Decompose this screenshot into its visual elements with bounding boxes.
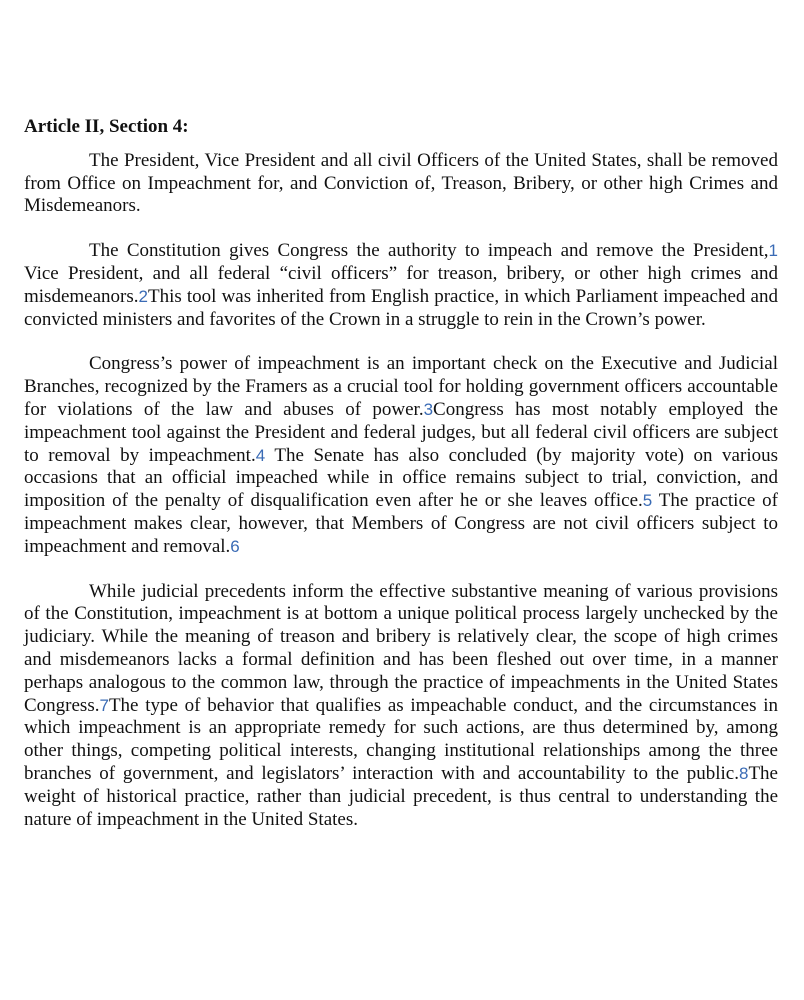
footnote-link-8[interactable]: 8 bbox=[738, 763, 749, 783]
document-page bbox=[24, 116, 778, 853]
footnote-link-1[interactable]: 1 bbox=[768, 241, 778, 261]
section-heading: Article II, Section 4: bbox=[24, 116, 189, 137]
footnote-link-3[interactable]: 3 bbox=[423, 399, 434, 419]
footnote-link-6[interactable]: 6 bbox=[230, 536, 240, 556]
footnote-link-7[interactable]: 7 bbox=[99, 695, 109, 715]
paragraph-text: The weight of historical practice, rather than judicial precedent, is thus central to understanding the nature of impeachment in the United States. bbox=[24, 762, 778, 830]
footnote-link-4[interactable]: 4 bbox=[255, 445, 266, 465]
paragraph-check bbox=[24, 353, 778, 558]
paragraph-text: The Senate has also concluded (by majority vote) on various occasions that an official impeached while in office remains subject to trial, conviction, and imposition of the penalty of disqualification even after he or she leaves office. bbox=[24, 444, 778, 512]
footnote-link-5[interactable]: 5 bbox=[642, 491, 653, 511]
paragraph-text: The Constitution gives Congress the authority to impeach and remove the President, bbox=[89, 240, 769, 262]
paragraph-text: The practice of impeachment makes clear, however, that Members of Congress are not civil officers subject to impeachment and removal. bbox=[24, 490, 779, 557]
paragraph-text: Vice President, and all federal “civil officers” for treason, bribery, or other high crimes and misdemeanors. bbox=[24, 262, 778, 307]
paragraph-text: Congress’s power of impeachment is an important check on the Executive and Judicial Branches, recognized by the Framers as a crucial tool for holding government officers accountable for violations of the law and abuses of power. bbox=[24, 353, 778, 420]
footnote-link-2[interactable]: 2 bbox=[138, 286, 148, 306]
paragraph-text: Congress has most notably employed the impeachment tool against the President and federal judges, but all federal civil officers are subject to removal by impeachment. bbox=[24, 398, 778, 466]
paragraph-text: This tool was inherited from English practice, in which Parliament impeached and convicted ministers and favorites of the Crown in a struggle to rein in the Crown’s power. bbox=[24, 285, 778, 330]
paragraph-text: The type of behavior that qualifies as impeachable conduct, and the circumstances in which impeachment is an appropriate remedy for such actions, are thus determined by, among other things, competing political interests, changing institutional relationships among the three branches of government, and legislators’ interaction with and accountability to the public. bbox=[24, 694, 778, 784]
paragraph-authority bbox=[24, 240, 778, 331]
paragraph-text: While judicial precedents inform the effective substantive meaning of various provisions of the Constitution, impeachment is at bottom a unique political process largely unchecked by the judiciary. While the meaning of treason and bribery is relatively clear, the scope of high crimes and misdemeanors lacks a formal definition and has been fleshed out over time, in a manner perhaps analogous to the common law, through the practice of impeachments in the United States Congress. bbox=[24, 580, 778, 716]
paragraph-political-process bbox=[24, 581, 778, 832]
constitutional-clause: The President, Vice President and all civil Officers of the United States, shall be removed from Office on Impeachment for, and Conviction of, Treason, Bribery, or other high Crimes and Misdemeanors. bbox=[24, 149, 778, 217]
